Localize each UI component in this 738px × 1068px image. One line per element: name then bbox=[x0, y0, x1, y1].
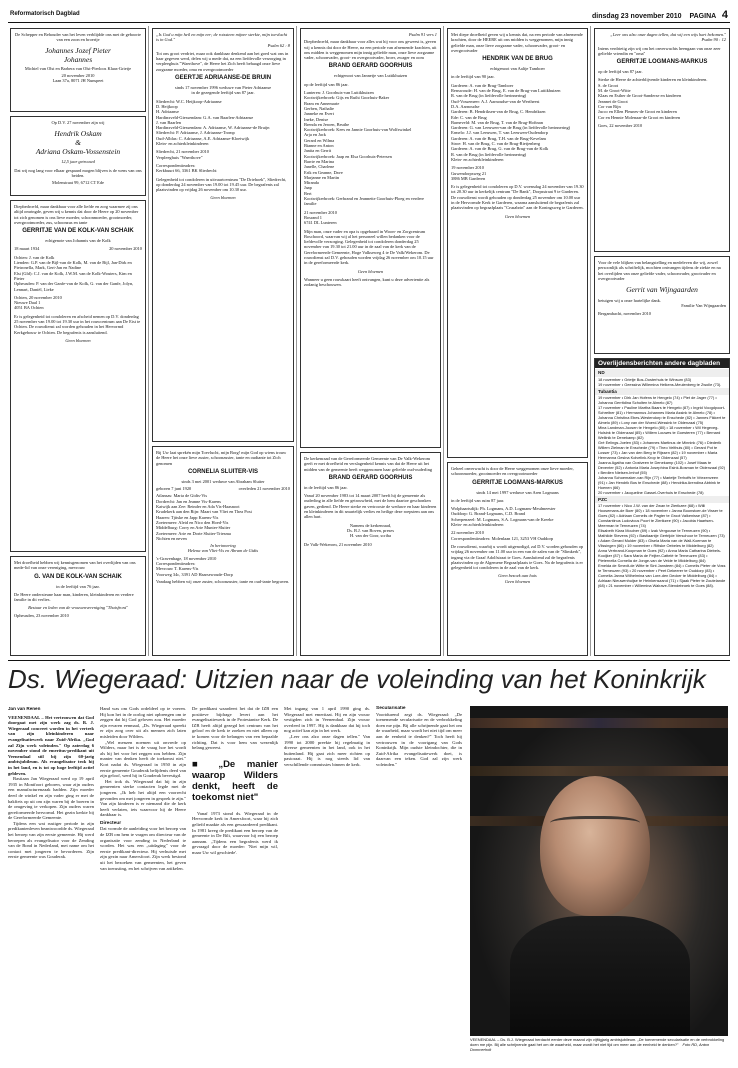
death-entry: 17 november • Nico J.W. van der Zwan te Zierikzee (68) • Willi Hoosemans-de Boer (80) • 18 november • Janna Boonstoer-de Visser te Goes (82) • Adriaan Cornelis de Pagter te Groot Valkenisse (87) • Constantinus Ludovicus Poort te Zierikzee (90) • Jacobia Haartsen-Meerman te Terneuzen (74) bbox=[598, 503, 723, 529]
deceased-age: in de leeftijd van 90 jaar. bbox=[451, 74, 495, 80]
article-paragraph: Vanaf 1973 stond ds. Wiegeraad in de Hervormde kerk in Amersfoort, waar hij zich geliefd maakte als een gewaardeerd predikant. In 1981 kreeg de predikant een beroep van de gemeente in De Bilt, waarvoor hij een beroep aannam. „Tijdens een begrafenis werd ik gevraagd door de moeder: 'Niet mijn wil, maar Uw wil geschiede'. bbox=[192, 810, 278, 855]
service-details: Er is gelegenheid tot condoleren en afscheid nemen op D.V. donderdag 25 november van 19.00 tot 19.30 uur in het rouwcentrum aan De Eist te Ochten. De rouwdienst zal worden gehouden in het Hervormd Kerkgebouw te Ochten. De begrafenis is aansluitend. bbox=[14, 313, 141, 335]
deceased-age: in de leeftijd van 86 jaar. bbox=[304, 484, 348, 490]
deceased-spouse: echtgenote van Johannis van de Kolk bbox=[45, 238, 111, 244]
anniversary-name-2: Adriana Oskam-Vossenstein bbox=[35, 147, 121, 157]
thanks-name: Gerrit van Wijngaarden bbox=[626, 285, 698, 295]
deceased-name: BRAND GERARD GOORHUIS bbox=[328, 474, 413, 481]
caption-text: VEENENDAAL – Ds. B.J. Wiegeraad herdacht eerder deze maand zijn vijftigjarig ambtsjubileum. „De toenemende secularisatie en de verbrokkeling doen me pijn. Bij alle schrijnende gaat het om de waarheid, maar wordt het niet tijd om meer aan de eenheid te denken?" bbox=[470, 1037, 725, 1047]
quote-reference: Psalm 62 : 8 bbox=[267, 42, 290, 48]
notice-place: 22 november 2010 Correspondentieadres: Molenlaan 121, 3253 VH Ouddorp bbox=[451, 530, 554, 541]
anniversary-name-1: Hendrik Oskam bbox=[54, 129, 102, 139]
bookshelf-decoration bbox=[470, 718, 728, 728]
deceased-spouse: echtgenoot van Jannetje van Luttikhuizen bbox=[333, 73, 408, 79]
paper-tag-tubantia: Tubantia bbox=[595, 388, 729, 395]
deceased-name: GERRITJE LOGMANS-MARKUS bbox=[616, 59, 708, 66]
notice-place: 19 november 2010 Guwendorpsweg 21 3886 MB Garderen bbox=[451, 165, 487, 181]
article-paragraph: Met ingang van 1 april 1990 ging ds. Wiegeraad met emeritaat. Hij en zijn vrouw vestigden zich in Veenendaal. Zijn vrouw overleed in 1997. Hij is dankbaar dat hij toch nog actief kan zijn in het werk. bbox=[284, 706, 370, 734]
widow-of: sinds 17 november 1996 weduwe van Pieter Adriaanse bbox=[174, 85, 272, 91]
death-notice bbox=[10, 200, 146, 552]
anniversary-address: Molenstraat 99, 6712 CT Ede bbox=[52, 180, 104, 186]
widow-of: sinds 3 mei 2001 weduwe van Abraham Sluiter bbox=[181, 478, 265, 484]
glasses-shape bbox=[550, 816, 640, 833]
life-dates bbox=[14, 246, 142, 251]
article-paragraph: „Wel menzen noemen uit onvrede op Wilders, maar het is de vraag hoe het wordt als hij het voor het zeggen zou hebben. Zijn manier van denken heeft de toekomst niet." Kort nadat ds. Wiegeraad in 1950 in zijn eerste gemeente Gouderak belijdenis deed van zijn geloof, werd hij in Gouderak bevestigd. bbox=[100, 739, 186, 779]
quote-reference: Psalm 90 : 12 bbox=[701, 37, 726, 43]
article-paragraph: „Leer ons alzo onze dagen tellen." Van 1990 tot 2000 preekte hij regelmatig in diverse gemeenten in het land, ook in het buitenland. Hij gaat zich meer richten op pastoraat. Hij is nog steeds lid van verschillende commissies binnen de kerk. bbox=[284, 733, 370, 767]
thanks-text: Voor de vele blijken van belangstelling en medeleven die wij, zowel persoonlijk als schriftelijk, mochten ontvangen tijdens de ziekte en na het overlijden van onze geliefde vader, schoonvader, grootvader en overgrootvader bbox=[598, 260, 721, 281]
notice-quote: „Leer ons alzo onze dagen tellen, dat wij een wijs hart bekomen." bbox=[610, 32, 726, 37]
photo-credit: Foto RD, Anton Dommerholt bbox=[470, 1041, 710, 1052]
family-list: Wolphaartsdijk: Ph. Logmans, A.D. Logmans-Meulmeester Ouddorp: G. Brand-Logmans, C.D. Brand Scherpenzeel: M. Logmans, S.A. Logmans-van de Kreeke Klein- en achterkleinkinderen bbox=[451, 506, 556, 528]
life-dates bbox=[156, 486, 290, 491]
face-shape bbox=[540, 776, 650, 916]
association-sign: Bestuur en leden van de vrouwenvereniging "Thuisfront" bbox=[28, 605, 128, 611]
article-subheading: Directeur bbox=[100, 820, 122, 826]
article-rule bbox=[8, 660, 730, 661]
article-paragraph: Hand was om Gods ordeldeel op te voeren. Hij kon het in de oorlog niet opbrengen om te zeggen dat hij God geloven zou. Het moeder zijn ervaren eenmaal, „Ds. Wiegeraad spreekt er zijn zorg over uit als mensen zich laten misleiden door Wilders. bbox=[100, 706, 186, 739]
column-divider bbox=[590, 26, 591, 656]
article-headline: Ds. Wiegeraad: Uitzien naar de voleinding van het Koninkrijk bbox=[8, 664, 706, 694]
notice-text: Geheel onverwacht is door de Heere weggenomen onze lieve moeder, schoonmoeder, grootmoeder en overgrootmoeder bbox=[451, 466, 574, 477]
notice-text: Met diepe droefheid geven wij u kennis dat, na een periode van afnemende krachten, door de HEERE uit ons midden is weggenomen, mijn innig geliefde man, onze lieve zorgzame vader, schoonvader, groot- en overgrootvader bbox=[451, 32, 583, 53]
family-list: Sterke de Heere de achterblijvende kinderen en kleinkinderen. S. de Groot M. de Groot-Witte Klaas en Esther de Groot-Sanderse en kinderen Jeannet de Groot Cor van Rijn Jacco en Ellen Pleunes-de Groot en kinderen Cor en Hennie Molenaar-de Groot en kinderen bbox=[598, 77, 708, 120]
death-entry: 17 november • Pauline Martha Baars te Hengelo (87) • Ingrid Voogdpoort-Schreiber (81) • Hermannus Johannes Maria Assink te Almelo (78) • Johanna Christina Ebes-Westendorp te Enschede (82) • Jannes Fikkert te Almelo (89) • Lony van der Woerd-Wessink te Oldenzaal (75) bbox=[598, 404, 726, 425]
service-details: Gelegenheid tot condoleren in uitvaartcentrum "De Driehoek", Sliedrecht, op donderdag 24 november van 19.00 tot 19.45 uur. De begrafenis zal plaatsvinden op vrijdag 26 november om 10.30 uur. bbox=[156, 176, 287, 193]
anniversary-announcement bbox=[10, 116, 146, 196]
paper-tag-pzc: PZC bbox=[595, 496, 729, 503]
death-entry: Joanna Agatha van Oostveen te Denekamp (102) • Josef Maas te Deventer (52) • Antonia Maria Josephina Esink-Bosman te Oldenzaal (92) • Berdien Nielsen-Imhof (55) bbox=[598, 459, 726, 475]
death-date: 20 november 2010 bbox=[109, 246, 142, 252]
death-date: overleden 21 november 2010 bbox=[238, 486, 290, 492]
service-details: De rouwdienst, waarbij u wordt uitgenodigd, zal D.V. worden gehouden op vrijdag 26 november om 11.00 uur in een van de zalen van de "Slimkerk", ingang via de Graaf Adolfstraat te Goes. Aansluitend zal de begrafenis plaatsvinden op de Algemene Begraafplaats te Goes. Na de begrafenis is er gelegenheid tot condoleren in de zaal van de kerk. bbox=[451, 543, 584, 571]
anniversary-intro: Op D.V. 27 november zijn wij bbox=[51, 120, 105, 125]
deceased-name: HENDRIK VAN DE BRUG bbox=[482, 56, 553, 63]
paper-tag-nd: ND bbox=[595, 369, 729, 376]
page-header bbox=[8, 9, 730, 21]
column-divider bbox=[148, 26, 149, 656]
page-number: 4 bbox=[721, 9, 728, 21]
article-paragraph: Tijdens een wat rustiger periode in zijn predikantenleven beantwoordde ds. Wiegeraad het beroep van zijn eerste gemeente. Hij werd beroepen als evangelisator voor de Zending van de Bond in Nederland, met name om het contact met jongeren te bevorderen. Zijn eerste gemeente was Gouderak. bbox=[8, 820, 94, 860]
article-column-2 bbox=[100, 706, 186, 1036]
article-subheading: Secularisatie bbox=[376, 706, 406, 711]
article-paragraph: Voortdurend zegt ds. Wiegeraad: „De toenemende secularisatie en de verbrokkeling doen me pijn. Bij alle schrijnende gaat het om de waarheid, maar wordt het niet tijd om meer aan de eenheid te denken?" Toch heeft hij vertrouwen in de voortgang van Gods Koninkrijk. Mijn oudste kleindochter, die in Zuid-Afrika evangelisatiewerk doet, is daarvan een teken. God zal zijn werk voleinden." bbox=[376, 711, 462, 767]
portrait-photo bbox=[470, 706, 728, 1036]
death-entry: Johanna Schoemaker-van Rijn (77) • Marietje Terhoffs te Vriezenveen (91) • Jan Hendrik Bos te Enschede (88) • Hendrika Arendina Abbink te Hoenen (66) bbox=[598, 474, 721, 490]
thanks-sign: Familie Van Wijngaarden bbox=[681, 303, 726, 309]
service-details: Er is gelegenheid tot condoleren op D.V. woensdag 24 november van 19.30 tot 20.30 uur in kerkelijk centrum "De Bank", Dorpsstraat 9 te Garderen. De rouwdienst wordt gehouden op donderdag 25 november om 10.00 uur in de Hervormde Kerk te Garderen, waarna aansluitend de begrafenis zal plaatsvinden op begraafplaats "Crusabrin" aan de Koningsweg te Garderen. bbox=[451, 184, 584, 211]
birth-name: Johannes Jozef Pieter bbox=[45, 45, 111, 55]
deceased-age: op de leeftijd van 86 jaar. bbox=[304, 81, 349, 87]
notice-text: Bij Uw laat sprekén mijn Toevlucht, mijn Borg! mijn God op wiens trouw de Heere het onze lieve zuster, schoonzuster, tante en oudtante tot Zich genomen bbox=[156, 450, 287, 466]
service-details: Vandaag hebben wij onze zuster, schoonzuster, tante en oud-tante begraven. bbox=[156, 578, 290, 584]
page-label: PAGINA bbox=[689, 13, 716, 20]
association-wish: De Heere ondersteune haar man, kinderen, kleinkinderen en verdere familie in dit verlies. bbox=[14, 591, 134, 603]
bookshelf-decoration bbox=[470, 766, 728, 776]
church-sign: Namens de kerkenraad, Ds. B.J. van Boven, preses H. van der Goor, scriba bbox=[346, 522, 395, 539]
notice-text: Tot ons groot verdriet, maar ook dankbaar denkend aan het goed wat ons in haar gegeven werd, delen wij u mede dat, na een liefdevolle verzorging in verpleeghuis "Waerthove", de Heere het Zich heeft behaagd onze lieve zorgzame moeder, oma en overgrootmoeder bbox=[156, 50, 289, 72]
flowers-note: Geen bloemen bbox=[65, 337, 91, 343]
death-notice-goorhuis bbox=[300, 28, 441, 448]
deceased-name: BRAND GERARD GOORHUIS bbox=[328, 63, 413, 70]
notice-text: Diepbedroefd, maar dankbaar voor alles wat hij voor ons geweest is, geven wij u kennis dat door de Heere, na een periode van afnemende krachten, uit ons midden is weggenomen mijn innig geliefde man, onze lieve zorgzame vader, schoonvader, groot- en overgrootvader, broer, zwager en oom bbox=[304, 39, 437, 61]
jacket-shape bbox=[510, 916, 690, 1036]
death-notice-van-de-brug bbox=[447, 28, 588, 458]
anniversary-wish: Dat wij nog lang voor elkaar gespaard mogen blijven is de wens van ons beiden. bbox=[14, 167, 142, 178]
death-entry: 18 november • Grietje Bos-Oosterhuis te Winsum (83) bbox=[598, 376, 692, 382]
anniversary-years: 12,5 jaar getrouwd bbox=[61, 159, 95, 165]
association-notice bbox=[10, 556, 146, 656]
article-lead: VEENENDAAL – Het vertrouwen dat God doorgaat met zijn werk zag ds. B. J. Wiegeraad concreet worden in het vertrek van zijn kleinkinderen naar evangelisatiewerk naar Zuid-Afrika. „God zal Zijn werk voleinden." Op zaterdag 6 november stond de emeritus-predikant uit Veenendaal stil bij zijn 60-jarig ambtsjubileum. Als evangelisator trok hij in het land, en is tot op hoge leeftijd actief gebleven. bbox=[8, 714, 94, 776]
family-list: Sliedrecht: W.C. Heijkoop-Adriaanse D. Heijkoop H. Adriaanse Hardinxveld-Giessendam: G.A. van Baarlen-Adriaanse J. van Baarlen Hardinxveld-Giessendam: A. Adriaanse, W. Adriaanse-de Bruijn Sliedrecht: P. Adriaanse, J. Adriaanse-Tromp Oud-Alblas: C. Adriaanse, A.E. Adriaanse-Kloetwijk Klein- en achterkleinkinderen bbox=[156, 98, 270, 147]
birth-parents: Michiel van Olst en Barbera van Olst-Pierloos Klaas-Grietje bbox=[24, 65, 132, 71]
page-info bbox=[592, 9, 728, 21]
family-list: Lunteren: J. Goorhuis-van Luttikhuizen Kootwijkerbroek: Gijs en Ruthi Goorhuis-Baker Bram en Annemarie Gerben, Nathalie Janneke en Evert Ineke, Denise Brenda en Jeroen, Beuthe Kootwijkerbroek: Kees en Jannie Goorhuis-van Wolfswinkel Arja en Jack Gerard en Wilma Bianne en Anton Janita en Gerrit Kootwijkerbroek: Jaap en Elsa Goorhuis-Petersen Barrie en Marina Janelle, Charlene Erik en Geanne, Dave Marjanne en Martin Miranda Jaap Bert Kootwijkerbroek: Gerbrand en Jeannette Goorhuis-Ploeg en verdere familie bbox=[304, 90, 424, 207]
article-paragraph: Het trok ds. Wiegeraad dat hij in zijn gemeenten sterke contacten legde met de jongeren. „Ik heb het altijd een voorrecht gevonden om met jongeren in gesprek te zijn." Van zijn kinderen is er niemand die de kerk heeft verlaten, iets waarvoor hij de Heere dankbaar is. bbox=[100, 778, 186, 818]
column-divider bbox=[296, 26, 297, 656]
death-entry: Gré Eelings-Joelen (83) • Johannes Martinus de Minnink (76) • Diederik Willem Zielman te Enschede (79) • Theo Velthuis (80) • Gerard Pot te Losser (73) • Jan van den Berg te Rijssen (82) • 19 november • Maria Hermanna Gesina Kolvelink-Krop te Oldenzaal (57) bbox=[598, 439, 722, 460]
birth-address: Laan 37a, 8071 JH Nunspeet bbox=[52, 78, 104, 84]
notice-place: Sliedrecht, 21 november 2010 Verpleeghuis "Waerthove" bbox=[156, 149, 209, 160]
flowers-note: Geen bloemen bbox=[504, 213, 531, 219]
header-rule bbox=[8, 22, 730, 23]
flowers-note: Geen bloemen bbox=[210, 195, 236, 201]
deceased-name: GERRITJE VAN DE KOLK-VAN SCHAIK bbox=[22, 228, 134, 235]
birth-calling-name: Johannes bbox=[63, 54, 93, 64]
notice-place: Goes, 22 november 2010 bbox=[598, 122, 643, 128]
church-place: De Valk-Wekerom, 21 november 2010 bbox=[304, 541, 372, 547]
death-entry: Emelda de Smedt-de Witte te Sint Jansteen (84) • Cornelis Pieter de Voss te Terneuzen (93) • 20 november • Peet Dekeerer te Ouddorp (83) • Cornelia Janna Wilhelmina van Lore-den Decker te Middelburg (84) • Adriaan Nieuwenhuijse te Heinkenszand (71) • Sjaak Pieter te Zoutelande (68) • 21 november • Willemina Walrave-Stendebroek te Goes (88). bbox=[598, 563, 726, 589]
notice-address: Ochten, 20 november 2010 Nieuwe Daal 1 4051 BA Ochten bbox=[14, 294, 62, 311]
association-deceased-name: G. VAN DE KOLK-VAN SCHAIK bbox=[34, 573, 122, 580]
thanks-notice bbox=[594, 256, 730, 354]
widow-of: sinds 14 mei 1997 weduwe van Aren Logmans bbox=[476, 489, 559, 495]
notice-text: Diepbedroefd, maar dankbaar voor alle liefde en zorg waarmee zij ons altijd omringde, geven wij u kennis dat door de Heere op 20 november tot zich genomen is ons lieve moeder, schoonmoeder, grootmoeder, overgrootmoeder, zus, schoonzus en tante bbox=[14, 204, 139, 225]
notice-quote: „Is God u mijn heil en mijn eer; de rotssteen mijner sterkte, mijn toevlucht is in God." bbox=[156, 32, 288, 43]
friends-notice-logmans bbox=[594, 28, 730, 252]
family-list: Atlansas: Maria de Gidts-Vis Dordrecht: Jan en Jeanne Vis-Karens Katwijk aan Zee: Reinder en Ada Vis-Haasnoot Krudekerk aan den Rijn: Maart van Vliet en Thea Post Haaren: Tjitske en Japp Karens-Vis Zoetermeer: Aleid en Nico den Hoed-Vis Middelburg: Corry en Arie Munter-Sluiter Zoetermeer: Arie en Dorie Sluiter-Triesma Nichten en neven bbox=[156, 493, 252, 541]
family-list: Ochten: J. van de Kolk Lienden: G.P. van de Bijl-van de Kolk, M. van de Bijl, Jan-Dirk en Pietronella, Mark, Gert-Jan en Nadine Elst (Gld): C.J. van de Kolk, J.W.M. van de Kolk-Wouters, Kim en Pieter Opheusden: P. van der Ganfe-van de Kolk, G. van der Ganfe, Jolyn, Lennart, Daniël, Lieke bbox=[14, 254, 134, 292]
death-entry: 20 november • Jacqueline Gassel-Overhuis te Enschede (78) bbox=[598, 489, 704, 495]
deceased-age: in de gezegende leeftijd van 87 jaar. bbox=[191, 90, 255, 96]
deceased-age: in de leeftijd van ruim 87 jaar. bbox=[451, 497, 505, 503]
in-memory: In herinnering Helena van Vliet-Vis en Abram de Gidts bbox=[187, 543, 259, 554]
notice-place: 's-Gravenhage, 18 november 2010 Correspondentieadres: Mevrouw T. Karens-Vis Voorweg 34c, 3391 AD Haarsewoude-Dorp bbox=[156, 555, 233, 577]
deaths-title: Overlijdensberichten andere dagbladen bbox=[595, 359, 729, 368]
church-service-text: Vanaf 20 november 1983 tot 14 maart 2007 heeft hij de gemeente als ouderling in alle liefde en getrouwheid, met de hem daartoe geschonken gaven, gediend. De Heere sterke en vertrooste de weduwe en haar kinderen en kleinkinderen in dit smartelijk verlies en heilige deze roepstem aan ons allen hart. bbox=[304, 493, 437, 520]
service-details: Mijn man, onze vader en opa is opgebaard in Woon- en Zorgcentrum Boschoord, waarvan wij al het personeel willen bedanken voor de liefdevolle verzorging. Gelegenheid tot condoleren donderdag 25 november van 19.30 tot 21.00 uur in de zaal van de kerk van de Gereformeerde Gemeente, Hoge Valkseweg 4 te De Valk/Wekerom. De rouwdienst zal D.V. gehouden worden vrijdag 26 november om 10.15 uur in de gereformeerde kerk. bbox=[304, 228, 434, 266]
article-column-4 bbox=[284, 706, 370, 1036]
birth-date: 20 november 2010 bbox=[61, 72, 95, 78]
death-entry: 19 november • Geessina Willemina Helkens-Meulenberg te Zwolle (73). bbox=[598, 381, 722, 387]
anniversary-ampersand: & bbox=[75, 138, 81, 148]
flowers-note: Geen bezoek aan huis Geen bloemen bbox=[498, 573, 537, 584]
column-divider bbox=[443, 26, 444, 656]
issue-date: dinsdag 23 november 2010 bbox=[592, 13, 682, 20]
article-column-3 bbox=[192, 706, 278, 1036]
thanks-line: betuigen wij u onze hartelijke dank. bbox=[598, 298, 661, 304]
deceased-age: op de leeftijd van 87 jaar. bbox=[598, 69, 643, 75]
correspondence-address: Correspondentieadres: Kerkbuurt 66, 3361 BK Sliedrecht bbox=[156, 162, 217, 174]
death-entry: Mina Landman-Joosen te Hengelo (80) • 18 november • Wil Hegeveg-Hulsink te Oldenzaal (85) • Willem Louwes te Goesteren (77) • Bernard Wellinik te Denekamp (82) bbox=[598, 424, 721, 440]
photo-caption bbox=[470, 1038, 728, 1052]
article-byline: Jan van Renen bbox=[8, 706, 41, 711]
association-text: Met droefheid hebben wij kennisgenomen van het overlijden van ons mede-lid van onze vereniging, mevrouw bbox=[14, 560, 136, 571]
article-column-5 bbox=[376, 706, 462, 1036]
birth-date: 18 maart 1934 bbox=[14, 246, 40, 252]
association-age: in de leeftijd van 76 jaar. bbox=[56, 583, 100, 589]
notice-place: 21 november 2010 Bosrand 1 6741 DL Lunteren bbox=[304, 209, 337, 226]
thanks-place: Bergambacht, november 2010 bbox=[598, 310, 651, 316]
family-list: Garderen: A. van de Brug-Tamboer Renswoude: H. van de Brug, E. van de Brug-van Luttikhuizen R. van de Brug (in liefdevolle herinnering) Oud-Vossemeer: A.J. Aarnoudse-van de Wertheest D.A. Aarnoudse Garderen: B. Hendriksen-van de Brug, C. Hendriksen Ede: C. van de Brug Barneveld: M. van de Brug, T. van de Brug-Hoftnan Garderen: G. van Leeuwen-van de Brug (in liefdevolle herinnering) Ermelo: J.J. van Leeuwen, T. van Leeuwen-Oudendorp Garderen: A. van de Brug, T.H. van de Brug-Kevelam Stroe: H. van de Brug, C. van de Brug-Rietjenberg Garderen: A. van de Brug, G. van de Brug-van de Kolk R. van de Brug (in liefdevolle herinnering) Klein- en achterkleinkinderen bbox=[451, 82, 571, 162]
birth-announcement bbox=[10, 28, 146, 112]
church-text: De kerkenraad van de Gereformeerde Gemeente van De Valk-Wekerom geeft er met droefheid en verslagenheid kennis van dat de Heere uit het midden van de gemeente heeft weggenomen haar geliefde oud-ouderling bbox=[304, 456, 433, 472]
death-notice-adriaanse bbox=[152, 28, 294, 442]
church-notice-goorhuis bbox=[300, 452, 441, 656]
deceased-name: GEERTJE ADRIAANSE-DE BRUIN bbox=[174, 75, 272, 82]
death-entry: Elisabeth Klara Moulner (89) • Izak Vergouwe te Terneuzen (90) • Mathilde Stevens (92) • Bastiaantje Gertrijde Verschoor te Terneuzen (73) • Adam Gerard Mulder (83) • Gisela Maria van de Wall-Koeman te Vlissingen (66) • 19 november • Rittske Oebeles te Middelburg (82) bbox=[598, 528, 725, 549]
article-paragraph: De predikant waardeert het dat de IZB een positieve bijdrage levert aan het evangelisatiewerk in de Protestantse Kerk. De IZB heeft altijd gezegd het centrum van het geloof en de kerk te zoeken en niet alleen op te komen voor de belangen van een bepaalde richting. Dat is voor hem van wezenlijk belang geweest. bbox=[192, 706, 278, 751]
birth-intro: De Schepper en Behouder van het leven verblijdde ons met de geboorte van een zoon en broertje bbox=[15, 32, 141, 43]
birth-date: geboren 7 juni 1920 bbox=[156, 486, 192, 492]
flowers-note: Geen bloemen bbox=[357, 268, 384, 274]
article-column-1 bbox=[8, 706, 94, 1036]
newspaper-name: Reformatorisch Dagblad bbox=[10, 11, 80, 17]
deceased-name: CORNELIA SLUITER-VIS bbox=[187, 468, 259, 475]
notice-text: Intens verdrietig zijn wij om het onverwachts heengaan van onze zeer geliefde vriendin en "oma" bbox=[598, 45, 721, 56]
association-place: Opheusden, 23 november 2010 bbox=[14, 612, 69, 618]
article-paragraph: Dat vormde de aanleiding voor het beroep van de IZB om hem te vragen om directeur van de organisatie voor zending in Nederland te worden. Het was een „uitdaging" voor de eerste predikant-directeur. Hij verhuisde met zijn gezin naar Amersfoort. Zijn werk bestond uit het bezoeken van gemeenten, het geven van toerusting, en het schrijven van artikelen. bbox=[100, 826, 186, 871]
death-entry: Anna Verbrand-Koopman te Goes (92) • Anna Maria Catharina Diebels-Kooijker (87) • Sara Maria de Feijter-Cattelé te Terneuzen (83) • Pieternella Cornelia de Jonge-van de Velde te Middelburg (84) bbox=[598, 548, 722, 564]
psalm-reference: Psalm 91 vers 1 bbox=[408, 32, 437, 37]
notice-footer: Wanneer u geen rouwkaart heeft ontvangen, kunt u deze advertentie als zodanig beschouwen. bbox=[304, 276, 430, 288]
article-pull-quote: ■ „De manier waarop Wilders denkt, heeft de toekomst niet" bbox=[192, 758, 278, 803]
death-notice-logmans bbox=[447, 462, 588, 656]
article-paragraph: Bastiaan Jan Wiegeraad werd op 19 april 1935 in Montfoort geboren, waar zijn ouders een manufacturenzaak hadden. Zijn moeder deed de winkel en zijn vader ging er met de bakfiets op uit om zijn waren bij de boeren in de omgeving te verkopen. Zijn ouders waren gereformeerde hervormd. Het gezin kerkte bij de Gereformeerde Gemeente. bbox=[8, 776, 94, 821]
death-notice-sluiter bbox=[152, 446, 294, 656]
death-entry: 19 november • Dirk Jan Hofens te Hengelo (74) • Piet de Jager (77) • Johanna Gerritdina Scholten te Almelo (87) bbox=[598, 394, 717, 405]
deaths-other-papers bbox=[594, 358, 730, 656]
deceased-name: GERRITJE LOGMANS-MARKUS bbox=[472, 479, 563, 486]
deceased-spouse: echtgenoot van Aaltje Tamboer bbox=[490, 66, 545, 72]
